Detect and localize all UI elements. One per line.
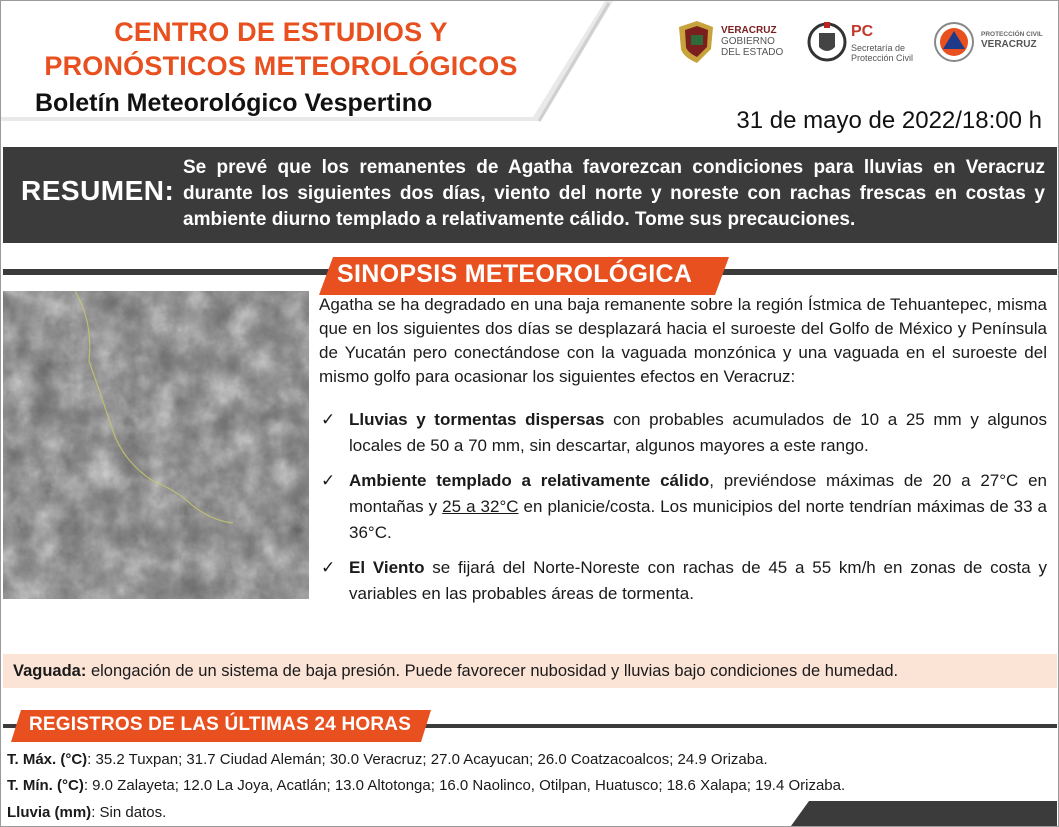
- list-item: [319, 555, 1047, 607]
- center-title: [31, 15, 531, 83]
- records-max-temp: [7, 750, 768, 770]
- summary-box: [3, 147, 1057, 243]
- proteccion-line-2: VERACRUZ: [981, 39, 1037, 50]
- bulletin-date: 31 de mayo de 2022/18:00 h: [736, 107, 1042, 134]
- records-rain: [7, 803, 166, 823]
- check-icon: ✓: [321, 410, 336, 429]
- synopsis-intro: Agatha se ha degradado en una baja remanente sobre la región Ístmica de Tehuantepec, misma que en los siguientes dos días se desplazará hacia el suroeste del Golfo de México y Península de Yucatán pero conectándose con la vaguada monzónica y una vaguada en el suroeste del mismo golfo para ocasionar los siguientes efectos en Veracruz:: [319, 295, 1047, 386]
- veracruz-line-2: GOBIERNO: [721, 36, 775, 47]
- pc-logo: [805, 15, 925, 71]
- veracruz-shield-icon: [677, 19, 717, 65]
- max-temp-values: : 35.2 Tuxpan; 31.7 Ciudad Alemán; 30.0 Veracruz; 27.0 Acayucan; 26.0 Coatzacoalcos; 24.9 Orizaba.: [87, 751, 768, 768]
- logos-bar: [673, 15, 1053, 71]
- records-min-temp: [7, 776, 845, 796]
- effects-list: [319, 407, 1047, 616]
- min-temp-values: : 9.0 Zalayeta; 12.0 La Joya, Acatlán; 13.0 Altotonga; 16.0 Naolinco, Otilpan, Huatusco; 18.6 Xalapa; 19.4 Orizaba.: [83, 777, 846, 794]
- veracruz-logo: [673, 15, 803, 71]
- synopsis-title: SINOPSIS METEOROLÓGICA: [337, 260, 693, 288]
- list-item: [319, 407, 1047, 459]
- proteccion-civil-logo: [931, 15, 1053, 71]
- proteccion-civil-icon: [933, 19, 975, 65]
- title-line-1: CENTRO DE ESTUDIOS Y: [114, 17, 448, 47]
- proteccion-line-1: PROTECCIÓN CIVIL: [981, 31, 1043, 38]
- title-line-2: PRONÓSTICOS METEOROLÓGICOS: [44, 51, 518, 81]
- wind-heading: El Viento: [349, 558, 425, 577]
- satellite-image: [3, 291, 309, 599]
- check-icon: ✓: [321, 558, 336, 577]
- veracruz-line-3: DEL ESTADO: [721, 47, 784, 58]
- rain-values: : Sin datos.: [91, 804, 167, 821]
- max-temp-label: T. Máx. (°C): [7, 751, 88, 768]
- rain-heading: Lluvias y tormentas dispersas: [349, 410, 605, 429]
- glossary-note: [3, 654, 1057, 688]
- rain-text: con probables acumulados de 10 a 25 mm y algunos locales de 50 a 70 mm, sin descartar, algunos mayores a este rango.: [349, 410, 1047, 455]
- rain-label: Lluvia (mm): [7, 804, 92, 821]
- temperature-range: 25 a 32°C: [442, 497, 519, 516]
- temperature-text-a: , previéndose máximas de 20 a 27°C en montañas y: [349, 471, 1047, 516]
- bulletin-subtitle: Boletín Meteorológico Vespertino: [35, 89, 433, 117]
- records-title: REGISTROS DE LAS ÚLTIMAS 24 HORAS: [29, 714, 412, 735]
- footer-corner-shape: [791, 801, 1057, 826]
- temperature-heading: Ambiente templado a relativamente cálido: [349, 471, 710, 490]
- wind-text: se fijará del Norte-Noreste con rachas de 45 a 55 km/h en zonas de costa y variables en las probables áreas de tormenta.: [349, 558, 1047, 603]
- summary-label: RESUMEN:: [21, 175, 175, 206]
- glossary-definition: elongación de un sistema de baja presión. Puede favorecer nubosidad y lluvias bajo condiciones de humedad.: [86, 662, 899, 680]
- list-item: [319, 468, 1047, 546]
- check-icon: ✓: [321, 471, 336, 490]
- glossary-term: Vaguada:: [13, 662, 87, 680]
- summary-text: Se prevé que los remanentes de Agatha favorezcan condiciones para lluvias en Veracruz durante los siguientes dos días, viento del norte y noreste con rachas frescas en costas y ambiente diurno templado a relativamente cálido. Tome sus precauciones.: [183, 157, 1045, 230]
- pc-seal-icon: [807, 19, 847, 65]
- pc-abbr: PC: [851, 23, 874, 40]
- temperature-text-b: en planicie/costa. Los municipios del norte tendrían máximas de 33 a 36°C.: [349, 497, 1048, 542]
- pc-line-2: Protección Civil: [851, 53, 914, 63]
- min-temp-label: T. Mín. (°C): [7, 777, 84, 794]
- pc-line-1: Secretaría de: [851, 43, 906, 53]
- veracruz-line-1: VERACRUZ: [721, 25, 777, 36]
